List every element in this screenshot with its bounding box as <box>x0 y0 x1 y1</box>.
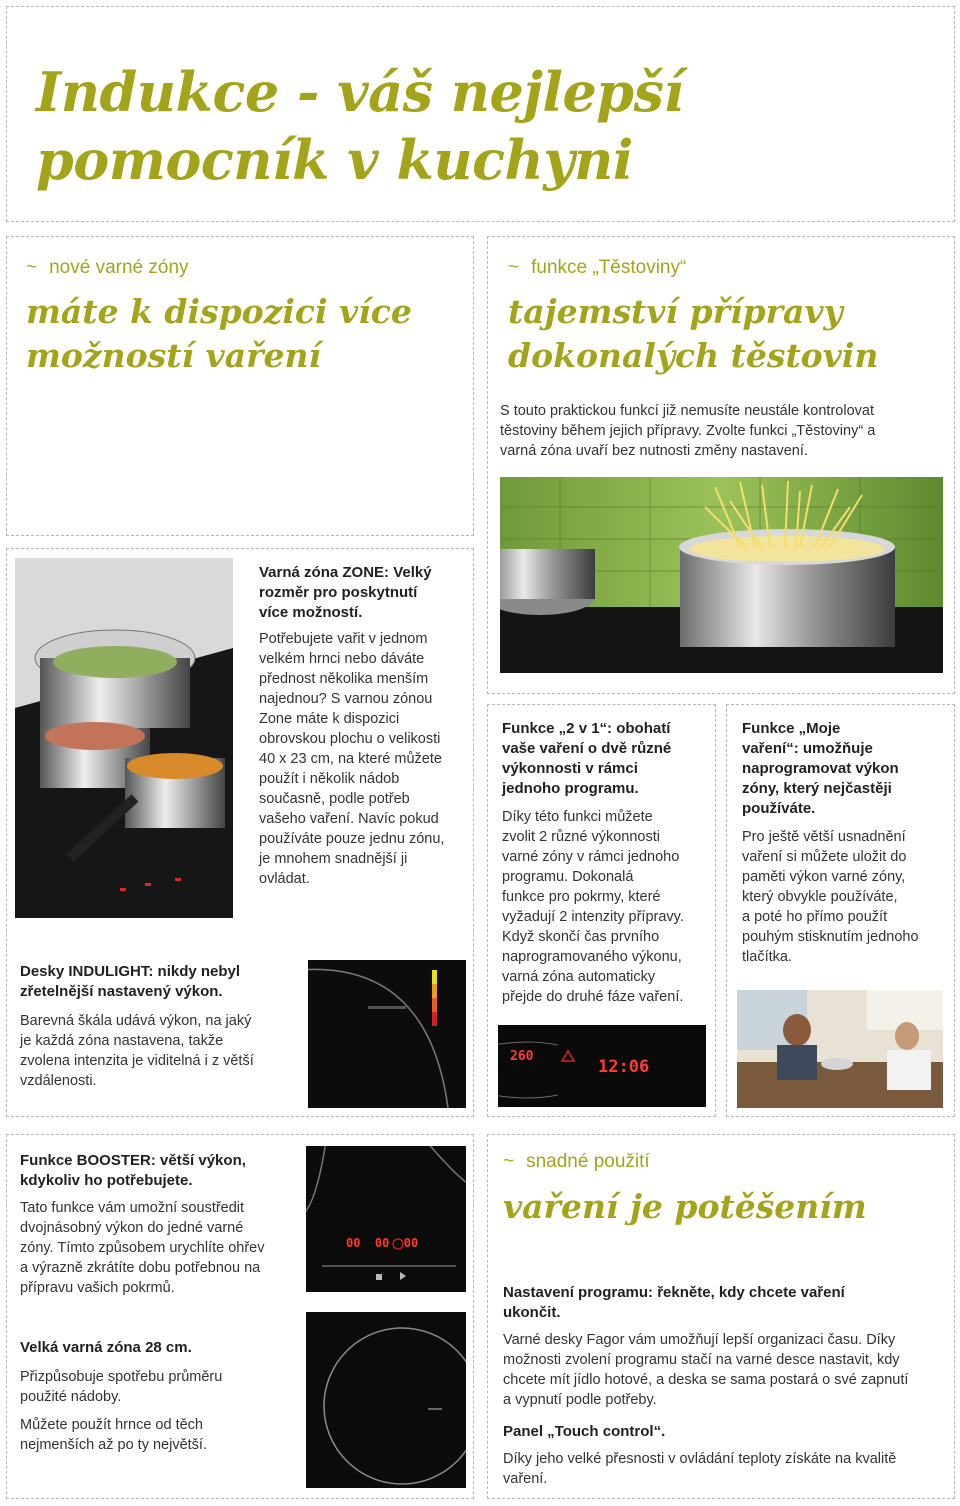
pasta-tag: ~ funkce „Těstoviny“ <box>508 257 687 278</box>
pots-on-hob-photo <box>15 558 233 918</box>
booster-heading: Funkce BOOSTER: větší výkon, kdykoliv ho potřebujete. <box>20 1152 246 1189</box>
zone28-body1: Přizpůsobuje spotřebu průměru použité nádoby. <box>20 1369 223 1405</box>
booster-panel-photo <box>306 1146 466 1292</box>
two-in-one-display-photo <box>498 1025 706 1107</box>
program-heading: Nastavení programu: řekněte, kdy chcete vaření ukončit. <box>503 1284 845 1321</box>
pasta-body: S touto praktickou funkcí již nemusíte neustále kontrolovat těstoviny během jejich přípravy. Zvolte funkci „Těstoviny“ a varná zóna uvaří bez nutnosti změny nastavení. <box>500 403 876 459</box>
zone28-body2: Můžete použít hrnce od těch nejmenších až po ty největší. <box>20 1417 207 1453</box>
pasta-pot-photo <box>500 477 943 673</box>
display-left-value: 260 <box>510 1049 534 1064</box>
my-cooking-body: Pro ještě větší usnadnění vaření si můžete uložit do paměti výkon varné zóny, který obvykle používáte, a poté ho přímo použít pouhým stisknutím jednoho tlačítka. <box>742 829 919 965</box>
zone28-heading: Velká varná zóna 28 cm. <box>20 1339 192 1356</box>
easy-headline: vaření je potěšením <box>503 1187 867 1226</box>
zones-panel <box>6 236 474 536</box>
touch-control-heading: Panel „Touch control“. <box>503 1423 666 1440</box>
page-title-line1: Indukce - váš nejlepší <box>36 60 684 124</box>
power-scale-icon <box>432 970 437 1026</box>
page-title <box>36 58 683 194</box>
indulight-body: Barevná škála udává výkon, na jaký je každá zóna nastavena, takže zvolena intenzita je viditelná i z větší vzdálenosti. <box>20 1013 254 1089</box>
zone-body: Potřebujete vařit v jednom velkém hrnci nebo dáváte přednost několika menším najednou? S varnou zónou Zone máte k dispozici obrovskou plochu o velikosti 40 x 23 cm, na které můžete použít i několik nádob současně, podle potřeb vašeho vaření. Navíc pokud používáte pouze jednu zónu, je mnohem snadnější ji ovládat. <box>259 631 445 887</box>
indulight-heading: Desky INDULIGHT: nikdy nebyl zřetelnější nastavený výkon. <box>20 963 241 1000</box>
page-title-line2: pomocník v kuchyni <box>36 128 633 192</box>
warning-icon <box>562 1051 574 1061</box>
easy-tag: ~ snadné použití <box>503 1151 650 1172</box>
play-icon <box>400 1272 406 1280</box>
display-right-value: 12:06 <box>598 1057 650 1077</box>
two-in-one-heading: Funkce „2 v 1“: obohatí vaše vaření o dvě různé výkonnosti v rámci jednoho programu. <box>502 720 672 797</box>
booster-display-value: 00 00 00 <box>346 1236 419 1250</box>
family-kitchen-photo <box>737 990 943 1108</box>
booster-body: Tato funkce vám umožní soustředit dvojnásobný výkon do jedné varné zóny. Tímto způsobem urychlíte ohřev a výrazně zkrátíte dobu potřebnou na přípravu vašich pokrmů. <box>20 1200 265 1296</box>
two-in-one-body: Díky této funkci můžete zvolit 2 různé výkonnosti varné zóny v rámci jednoho programu. Dokonalá funkce pro pokrmy, které vyžadují 2 intenzity přípravy. Když skončí čas prvního naprogramovaného výkonu, varná zóna automaticky přejde do druhé fáze vaření. <box>502 809 684 1005</box>
lock-icon <box>376 1274 382 1280</box>
pasta-headline: tajemství přípravy dokonalých těstovin <box>508 292 879 375</box>
zones-headline: máte k dispozici více možností vaření <box>26 292 412 375</box>
touch-control-body: Díky jeho velké přesnosti v ovládání teploty získáte na kvalitě vaření. <box>503 1451 897 1487</box>
my-cooking-heading: Funkce „Moje vaření“: umožňuje naprogramovat výkon zóny, který nejčastěji používáte. <box>742 720 899 817</box>
zones-tag: ~ nové varné zóny <box>26 257 189 278</box>
indulight-hob-photo <box>308 960 466 1108</box>
zone28-hob-photo <box>306 1312 466 1488</box>
program-body: Varné desky Fagor vám umožňují lepší organizaci času. Díky možnosti zvolení programu stačí na varné desce nastavit, kdy chcete mít jídlo hotové, a deska se sama postará o své zapnutí a vypnutí podle potřeby. <box>503 1332 909 1408</box>
zone-heading: Varná zóna ZONE: Velký rozměr pro poskytnutí více možností. <box>259 564 432 621</box>
